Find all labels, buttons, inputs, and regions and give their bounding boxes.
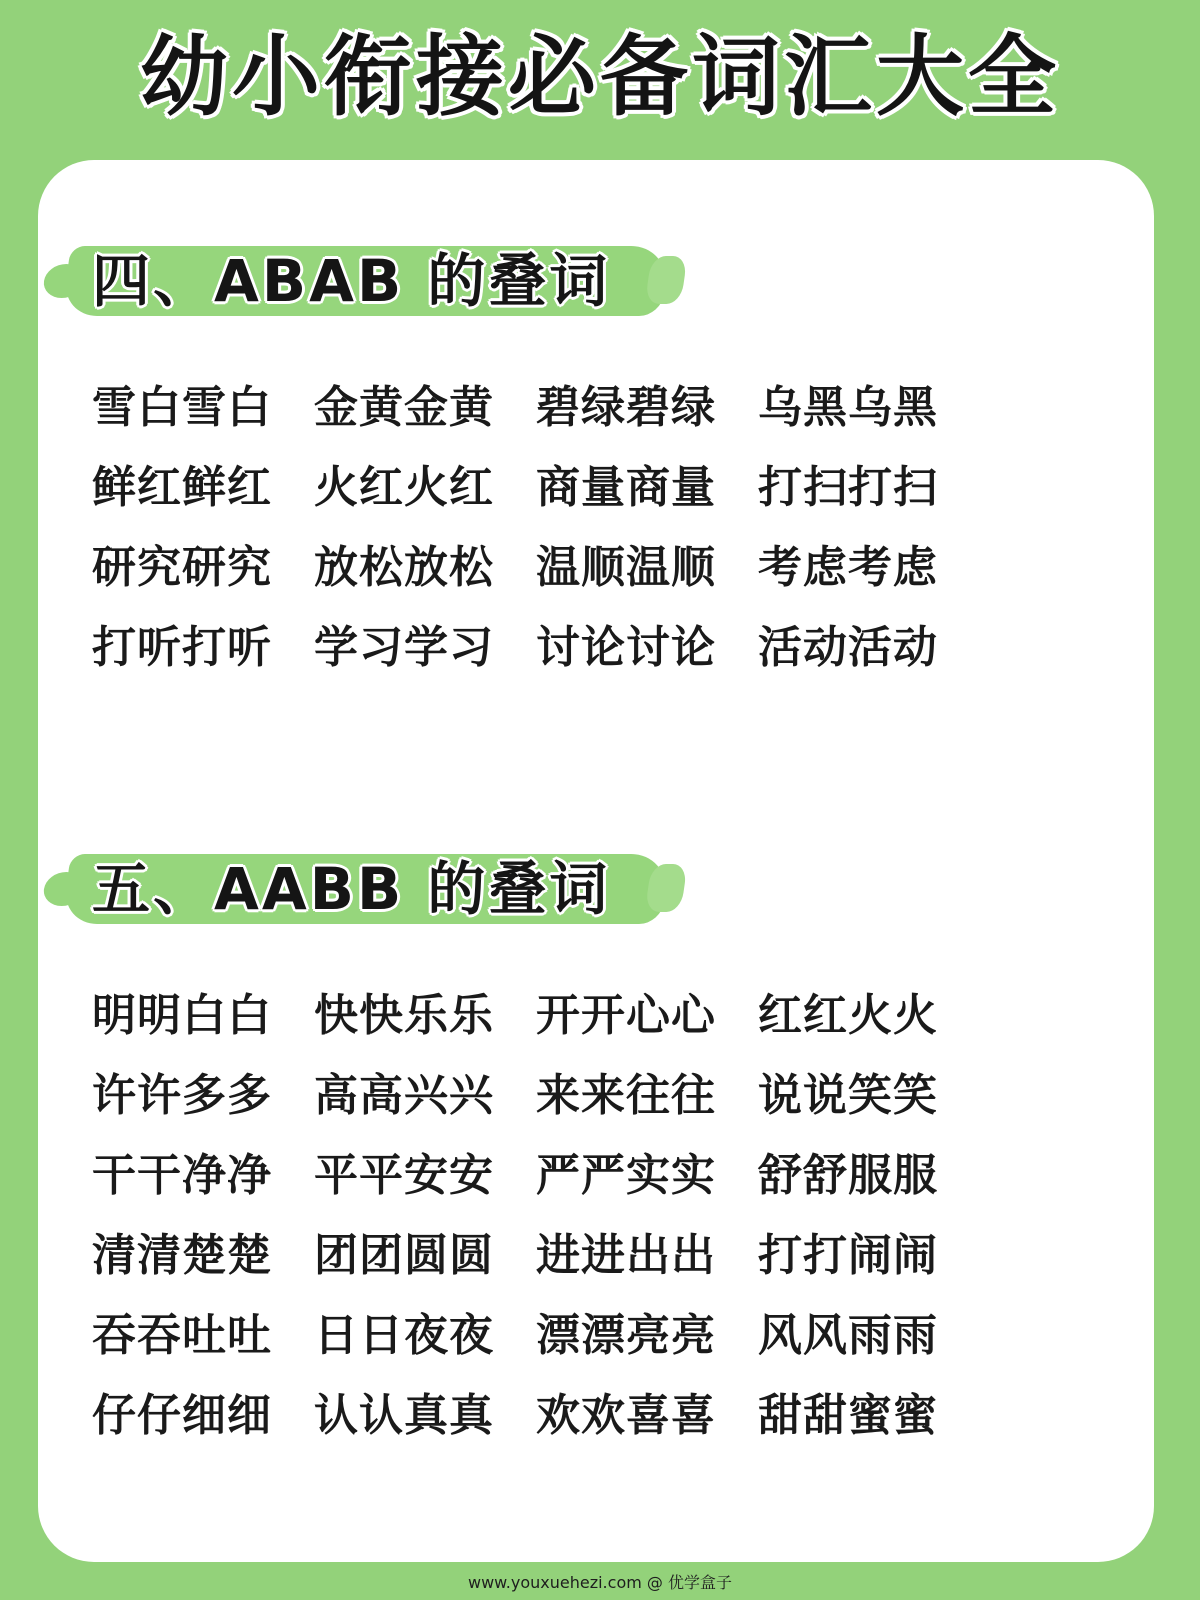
word-item: 认认真真 [314,1390,494,1441]
word-item: 打打闹闹 [758,1230,938,1281]
word-item: 来来往往 [536,1070,716,1121]
section-heading [38,846,1154,936]
word-item: 讨论讨论 [536,622,716,673]
word-item: 活动活动 [758,622,938,673]
word-item: 许许多多 [92,1070,272,1121]
word-item: 严严实实 [536,1150,716,1201]
word-item: 商量商量 [536,462,716,513]
word-item: 团团圆圆 [314,1230,494,1281]
word-item: 火红火红 [314,462,494,513]
word-item: 漂漂亮亮 [536,1310,716,1361]
word-item: 吞吞吐吐 [92,1310,272,1361]
watermark-footer: www.youxuehezi.com @ 优学盒子 [468,1573,732,1592]
section-title: 五、AABB 的叠词 [92,855,611,923]
page-title: 幼小衔接必备词汇大全 [139,25,1060,128]
word-item: 鲜红鲜红 [92,462,272,513]
word-item: 平平安安 [314,1150,494,1201]
word-item: 乌黑乌黑 [758,382,938,433]
word-item: 放松放松 [314,542,494,593]
word-item: 干干净净 [92,1150,272,1201]
content-card [38,160,1154,1562]
word-item: 欢欢喜喜 [536,1390,716,1441]
word-item: 舒舒服服 [758,1150,938,1201]
section-aabb [38,846,1154,1441]
word-item: 甜甜蜜蜜 [758,1390,938,1441]
word-item: 雪白雪白 [92,382,272,433]
word-item: 日日夜夜 [314,1310,494,1361]
word-grid [92,368,980,688]
word-item: 碧绿碧绿 [536,382,716,433]
word-grid [92,976,980,1456]
section-title: 四、ABAB 的叠词 [92,247,611,315]
word-item: 说说笑笑 [758,1070,938,1121]
section-abab [38,238,1154,673]
word-item: 高高兴兴 [314,1070,494,1121]
word-item: 打听打听 [92,622,272,673]
word-item: 明明白白 [92,990,272,1041]
word-item: 开开心心 [536,990,716,1041]
word-item: 仔仔细细 [92,1390,272,1441]
word-item: 清清楚楚 [92,1230,272,1281]
word-item: 快快乐乐 [314,990,494,1041]
word-item: 打扫打扫 [758,462,938,513]
word-item: 进进出出 [536,1230,716,1281]
word-item: 考虑考虑 [758,542,938,593]
word-item: 温顺温顺 [536,542,716,593]
word-item: 风风雨雨 [758,1310,938,1361]
word-item: 研究研究 [92,542,272,593]
word-item: 红红火火 [758,990,938,1041]
word-item: 金黄金黄 [314,382,494,433]
section-heading [38,238,1154,328]
word-item: 学习学习 [314,622,494,673]
